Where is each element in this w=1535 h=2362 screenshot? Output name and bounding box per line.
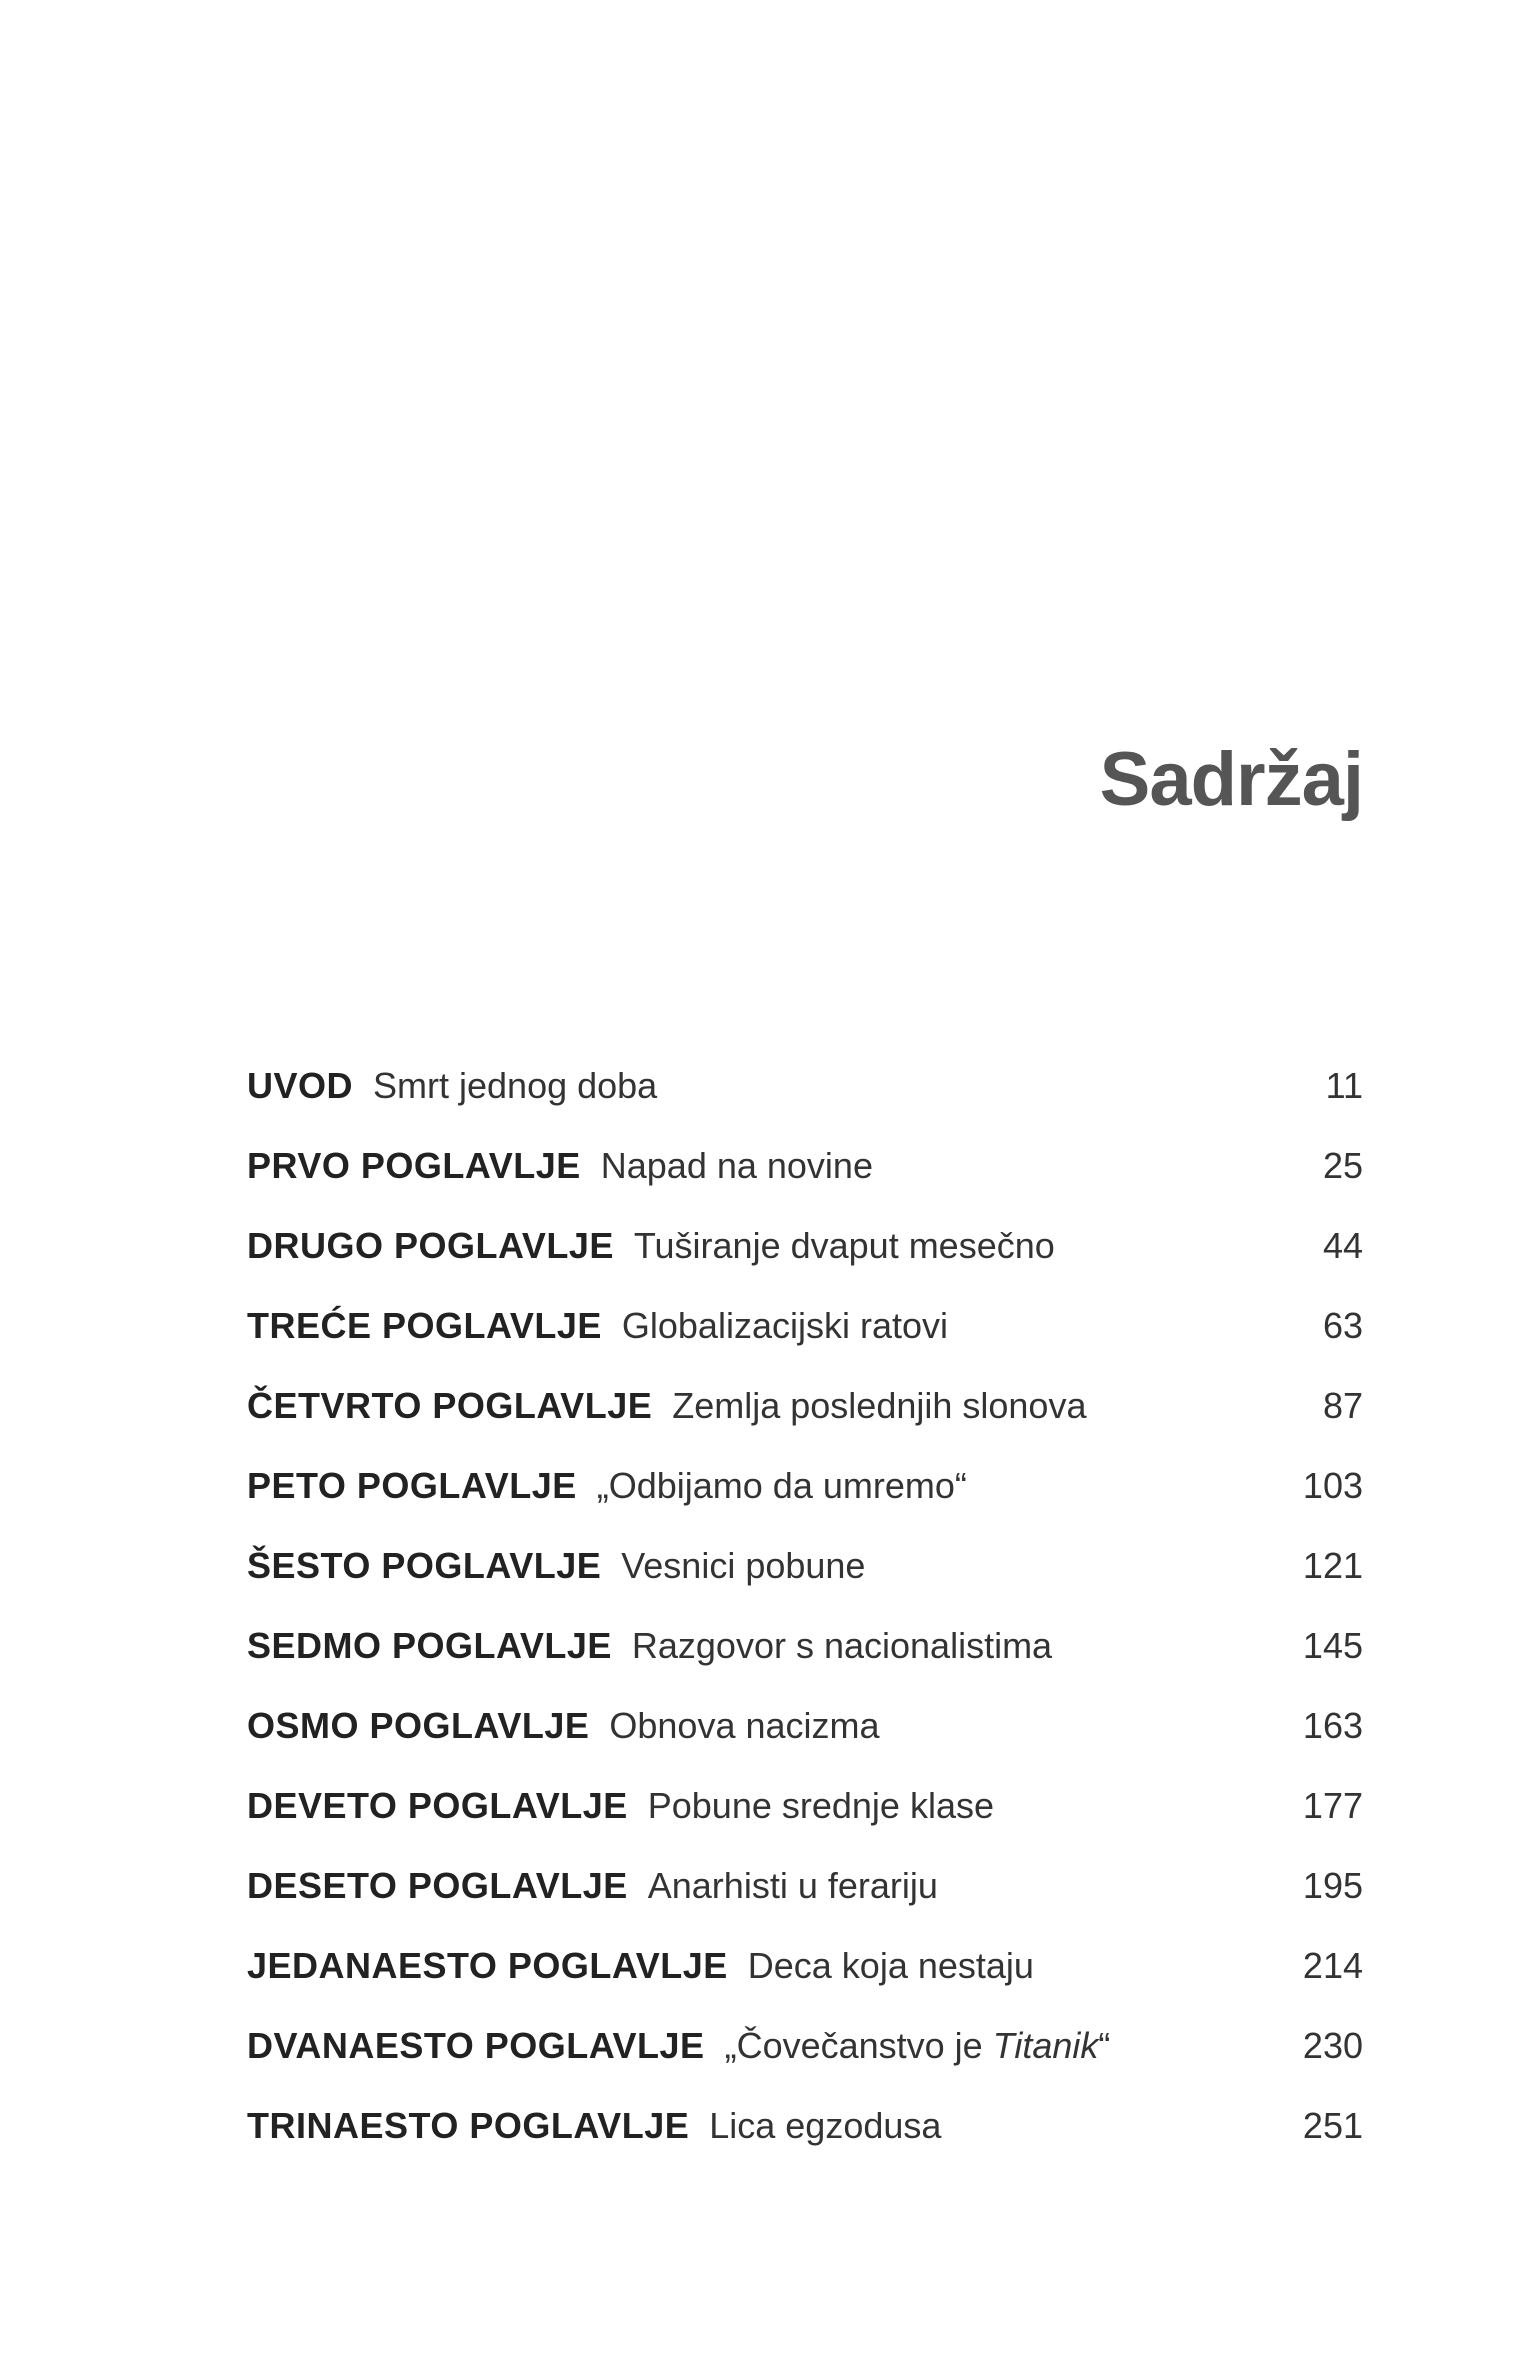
toc-entry[interactable] — [247, 1225, 1363, 1308]
chapter-subtitle: Deca koja nestaju — [747, 1945, 1034, 1986]
chapter-subtitle: Zemlja poslednjih slonova — [672, 1385, 1087, 1426]
table-of-contents — [247, 1065, 1363, 2188]
page-number: 214 — [1302, 1945, 1363, 1986]
page-number: 230 — [1302, 2025, 1363, 2066]
toc-entry[interactable] — [247, 1705, 1363, 1788]
chapter-subtitle — [724, 2025, 1111, 2066]
page-number: 121 — [1302, 1545, 1363, 1586]
toc-entry[interactable] — [247, 1545, 1363, 1628]
page-number: 11 — [1325, 1065, 1363, 1106]
page-number: 145 — [1302, 1625, 1363, 1666]
chapter-label: TREĆE POGLAVLJE — [247, 1305, 602, 1346]
toc-entry[interactable] — [247, 1065, 1363, 1148]
chapter-label: JEDANAESTO POGLAVLJE — [247, 1945, 728, 1986]
page-title: Sadržaj — [1099, 737, 1363, 822]
toc-entry[interactable] — [247, 1385, 1363, 1468]
toc-entry[interactable] — [247, 1145, 1363, 1228]
page-number: 251 — [1302, 2105, 1363, 2146]
chapter-label: OSMO POGLAVLJE — [247, 1705, 590, 1746]
chapter-label: TRINAESTO POGLAVLJE — [247, 2105, 690, 2146]
toc-entry[interactable] — [247, 1945, 1363, 2028]
chapter-label: DESETO POGLAVLJE — [247, 1865, 628, 1906]
page-number: 195 — [1302, 1865, 1363, 1906]
chapter-subtitle: Obnova nacizma — [609, 1705, 880, 1746]
page-number: 103 — [1302, 1465, 1363, 1506]
chapter-label: PETO POGLAVLJE — [247, 1465, 577, 1506]
chapter-subtitle: Pobune srednje klase — [647, 1785, 994, 1826]
page-number: 163 — [1302, 1705, 1363, 1746]
toc-entry[interactable] — [247, 1785, 1363, 1868]
chapter-label: DRUGO POGLAVLJE — [247, 1225, 614, 1266]
chapter-label: DEVETO POGLAVLJE — [247, 1785, 628, 1826]
chapter-subtitle: Napad na novine — [600, 1145, 873, 1186]
chapter-subtitle: Globalizacijski ratovi — [621, 1305, 948, 1346]
chapter-subtitle: Smrt jednog doba — [373, 1065, 658, 1106]
subtitle-text-after: “ — [1098, 2025, 1111, 2066]
toc-entry[interactable] — [247, 1305, 1363, 1388]
chapter-label: DVANAESTO POGLAVLJE — [247, 2025, 705, 2066]
chapter-subtitle: Vesnici pobune — [621, 1545, 866, 1586]
toc-entry[interactable] — [247, 2105, 1363, 2188]
chapter-subtitle: „Odbijamo da umremo“ — [596, 1465, 967, 1506]
chapter-label: ŠESTO POGLAVLJE — [247, 1545, 602, 1586]
subtitle-italic-text: Titanik — [992, 2025, 1099, 2066]
toc-entry[interactable] — [247, 1865, 1363, 1948]
chapter-label: SEDMO POGLAVLJE — [247, 1625, 612, 1666]
chapter-label: PRVO POGLAVLJE — [247, 1145, 581, 1186]
page-number: 63 — [1322, 1305, 1363, 1346]
toc-entry[interactable] — [247, 1625, 1363, 1708]
chapter-label: ČETVRTO POGLAVLJE — [247, 1385, 653, 1426]
chapter-subtitle: Tuširanje dvaput mesečno — [633, 1225, 1055, 1266]
page-number: 44 — [1322, 1225, 1363, 1266]
page-number: 25 — [1322, 1145, 1363, 1186]
subtitle-text-before: „Čovečanstvo je — [724, 2025, 993, 2066]
toc-entry[interactable] — [247, 2025, 1363, 2108]
page-number: 177 — [1302, 1785, 1363, 1826]
chapter-subtitle: Razgovor s nacionalistima — [631, 1625, 1053, 1666]
chapter-subtitle: Anarhisti u ferariju — [647, 1865, 938, 1906]
chapter-subtitle: Lica egzodusa — [709, 2105, 942, 2146]
chapter-label: UVOD — [247, 1065, 354, 1106]
toc-entry[interactable] — [247, 1465, 1363, 1548]
page-number: 87 — [1322, 1385, 1363, 1426]
